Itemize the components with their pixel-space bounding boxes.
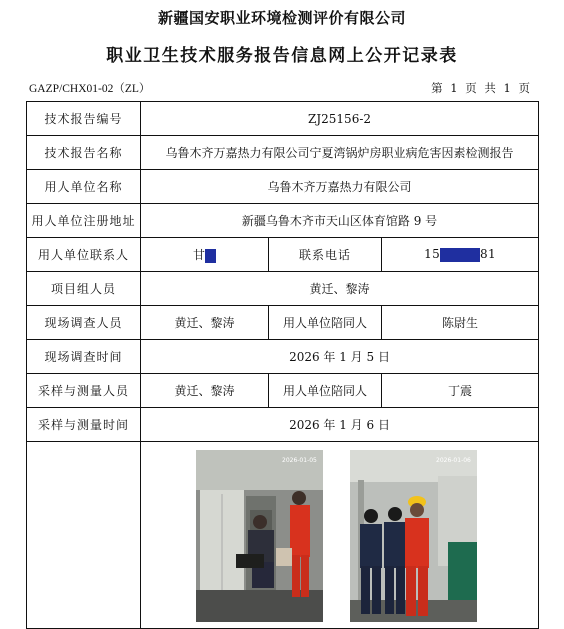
photo-2-timestamp: 2026-01-06 bbox=[436, 457, 471, 464]
contact-value bbox=[141, 238, 269, 272]
phone-label: 联系电话 bbox=[269, 238, 382, 272]
address-value: 新疆乌鲁木齐市天山区体育馆路 9 号 bbox=[141, 204, 539, 238]
row-survey-staff bbox=[27, 306, 539, 340]
row-contact bbox=[27, 238, 539, 272]
company-name: 新疆国安职业环境检测评价有限公司 bbox=[157, 9, 406, 27]
photo-1-timestamp: 2026-01-05 bbox=[282, 457, 317, 464]
redaction-mark bbox=[205, 249, 216, 263]
site-photo-1 bbox=[196, 450, 323, 622]
sampling-companion-label: 用人单位陪同人 bbox=[269, 374, 382, 408]
row-survey-time bbox=[27, 340, 539, 374]
report-no-label: 技术报告编号 bbox=[27, 102, 141, 136]
row-team bbox=[27, 272, 539, 306]
row-report-no bbox=[27, 102, 539, 136]
redaction-mark bbox=[440, 248, 480, 262]
address-label: 用人单位注册地址 bbox=[27, 204, 141, 238]
report-name-label: 技术报告名称 bbox=[27, 136, 141, 170]
phone-suffix: 81 bbox=[480, 247, 496, 262]
employer-value: 乌鲁木齐万嘉热力有限公司 bbox=[141, 170, 539, 204]
sampling-time-label: 采样与测量时间 bbox=[27, 408, 141, 442]
survey-companion-value: 陈尉生 bbox=[382, 306, 539, 340]
contact-name: 甘 bbox=[192, 248, 205, 262]
site-photo-2 bbox=[350, 450, 477, 622]
employer-label: 用人单位名称 bbox=[27, 170, 141, 204]
contact-label: 用人单位联系人 bbox=[27, 238, 141, 272]
photo-label-cell bbox=[27, 442, 141, 629]
survey-staff-label: 现场调查人员 bbox=[27, 306, 141, 340]
survey-companion-label: 用人单位陪同人 bbox=[269, 306, 382, 340]
report-name-value: 乌鲁木齐万嘉热力有限公司宁夏湾锅炉房职业病危害因素检测报告 bbox=[141, 136, 539, 170]
sampling-staff-value: 黄迁、黎涛 bbox=[141, 374, 269, 408]
report-no-value: ZJ25156-2 bbox=[141, 102, 539, 136]
sampling-staff-label: 采样与测量人员 bbox=[27, 374, 141, 408]
record-table bbox=[26, 101, 539, 629]
row-sampling-time bbox=[27, 408, 539, 442]
row-report-name bbox=[27, 136, 539, 170]
sampling-time-value: 2026 年 1 月 6 日 bbox=[141, 408, 539, 442]
survey-staff-value: 黄迁、黎涛 bbox=[141, 306, 269, 340]
phone-prefix: 15 bbox=[424, 247, 441, 262]
row-sampling-staff bbox=[27, 374, 539, 408]
form-title: 职业卫生技术服务报告信息网上公开记录表 bbox=[106, 46, 458, 66]
page-info: 第 1 页 共 1 页 bbox=[431, 81, 530, 95]
row-address bbox=[27, 204, 539, 238]
form-code: GAZP/CHX01-02（ZL） bbox=[29, 83, 151, 95]
sampling-companion-value: 丁震 bbox=[382, 374, 539, 408]
row-employer bbox=[27, 170, 539, 204]
team-value: 黄迁、黎涛 bbox=[141, 272, 539, 306]
phone-value bbox=[382, 238, 539, 272]
team-label: 项目组人员 bbox=[27, 272, 141, 306]
survey-time-label: 现场调查时间 bbox=[27, 340, 141, 374]
row-photos bbox=[27, 442, 539, 629]
photo-cell bbox=[141, 442, 539, 629]
survey-time-value: 2026 年 1 月 5 日 bbox=[141, 340, 539, 374]
